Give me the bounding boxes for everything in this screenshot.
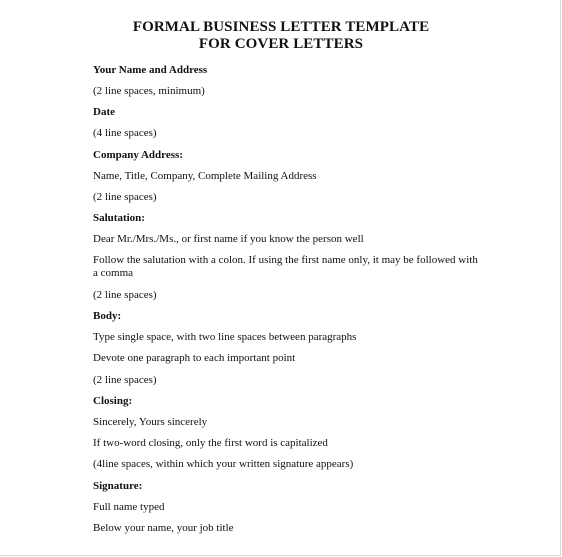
closing-note: (4line spaces, within which your written signature appears) [93,458,354,470]
salutation-example: Dear Mr./Mrs./Ms., or first name if you know the person well [93,233,364,245]
salutation-heading: Salutation: [93,212,145,224]
company-heading: Company Address: [93,149,183,161]
your-name-heading: Your Name and Address [93,64,208,76]
document-title-line-2: FOR COVER LETTERS [198,36,364,52]
signature-line-1: Full name typed [93,501,165,513]
salutation-note: (2 line spaces) [93,289,157,301]
closing-heading: Closing: [93,395,133,407]
company-note: (2 line spaces) [93,191,157,203]
body-heading: Body: [93,310,122,322]
signature-heading: Signature: [93,480,143,492]
closing-example: Sincerely, Yours sincerely [93,416,208,428]
date-heading: Date [93,106,115,118]
body-rule-1: Type single space, with two line spaces between paragraphs [93,331,357,343]
your-name-note: (2 line spaces, minimum) [93,85,205,97]
date-note: (4 line spaces) [93,127,157,139]
salutation-rule-line-1: Follow the salutation with a colon. If using the first name only, it may be followed with [93,254,478,266]
salutation-rule-line-2: a comma [93,267,134,279]
document-title-line-1: FORMAL BUSINESS LETTER TEMPLATE [132,19,430,35]
company-detail: Name, Title, Company, Complete Mailing Address [93,170,317,182]
body-note: (2 line spaces) [93,374,157,386]
body-rule-2: Devote one paragraph to each important point [93,352,296,364]
closing-rule: If two-word closing, only the first word is capitalized [93,437,328,449]
signature-line-2: Below your name, your job title [93,522,234,534]
